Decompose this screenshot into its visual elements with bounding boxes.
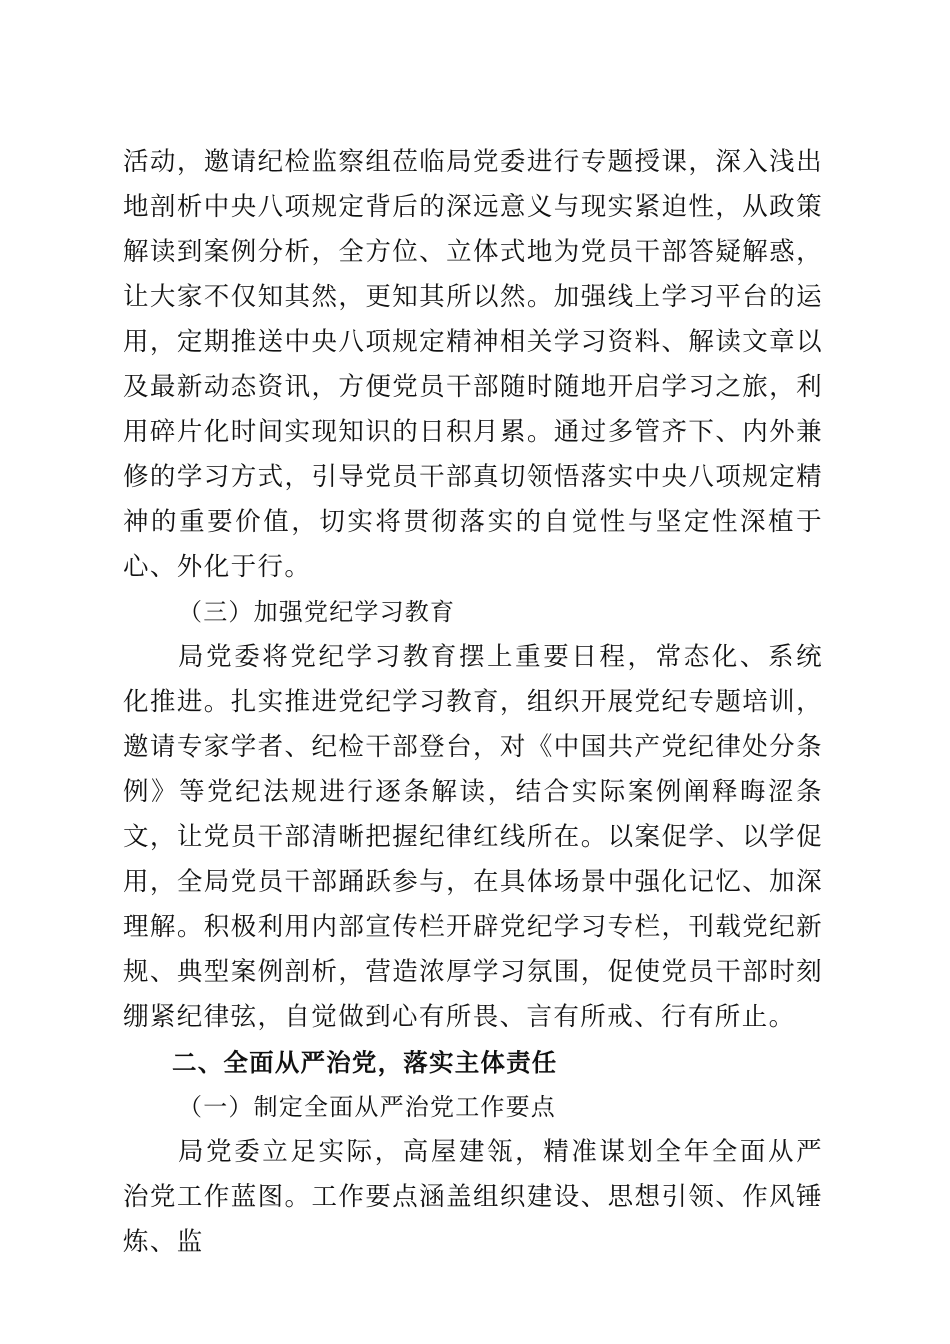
paragraph-work-points: 局党委立足实际，高屋建瓴，精准谋划全年全面从严治党工作蓝图。工作要点涵盖组织建设、思想引领、作风锤炼、监 [123, 1137, 823, 1257]
subheading-work-points: （一）制定全面从严治党工作要点 [178, 1093, 556, 1121]
subheading-party-discipline-education: （三）加强党纪学习教育 [178, 598, 456, 626]
section-heading-strict-governance: 二、全面从严治党，落实主体责任 [172, 1048, 558, 1077]
paragraph-party-discipline-education: 局党委将党纪学习教育摆上重要日程，常态化、系统化推进。扎实推进党纪学习教育，组织开展党纪专题培训，邀请专家学者、纪检干部登台，对《中国共产党纪律处分条例》等党纪法规进行逐条解读，结合实际案例阐释晦涩条文，让党员干部清晰把握纪律红线所在。以案促学、以学促用，全局党员干部踊跃参与，在具体场景中强化记忆、加深理解。积极利用内部宣传栏开辟党纪学习专栏，刊载党纪新规、典型案例剖析，营造浓厚学习氛围，促使党员干部时刻绷紧纪律弦，自觉做到心有所畏、言有所戒、行有所止。 [123, 642, 823, 1032]
document-body [123, 140, 823, 1265]
paragraph-continued-activities: 活动，邀请纪检监察组莅临局党委进行专题授课，深入浅出地剖析中央八项规定背后的深远意义与现实紧迫性，从政策解读到案例分析，全方位、立体式地为党员干部答疑解惑，让大家不仅知其然，更知其所以然。加强线上学习平台的运用，定期推送中央八项规定精神相关学习资料、解读文章以及最新动态资讯，方便党员干部随时随地开启学习之旅，利用碎片化时间实现知识的日积月累。通过多管齐下、内外兼修的学习方式，引导党员干部真切领悟落实中央八项规定精神的重要价值，切实将贯彻落实的自觉性与坚定性深植于心、外化于行。 [123, 147, 823, 582]
